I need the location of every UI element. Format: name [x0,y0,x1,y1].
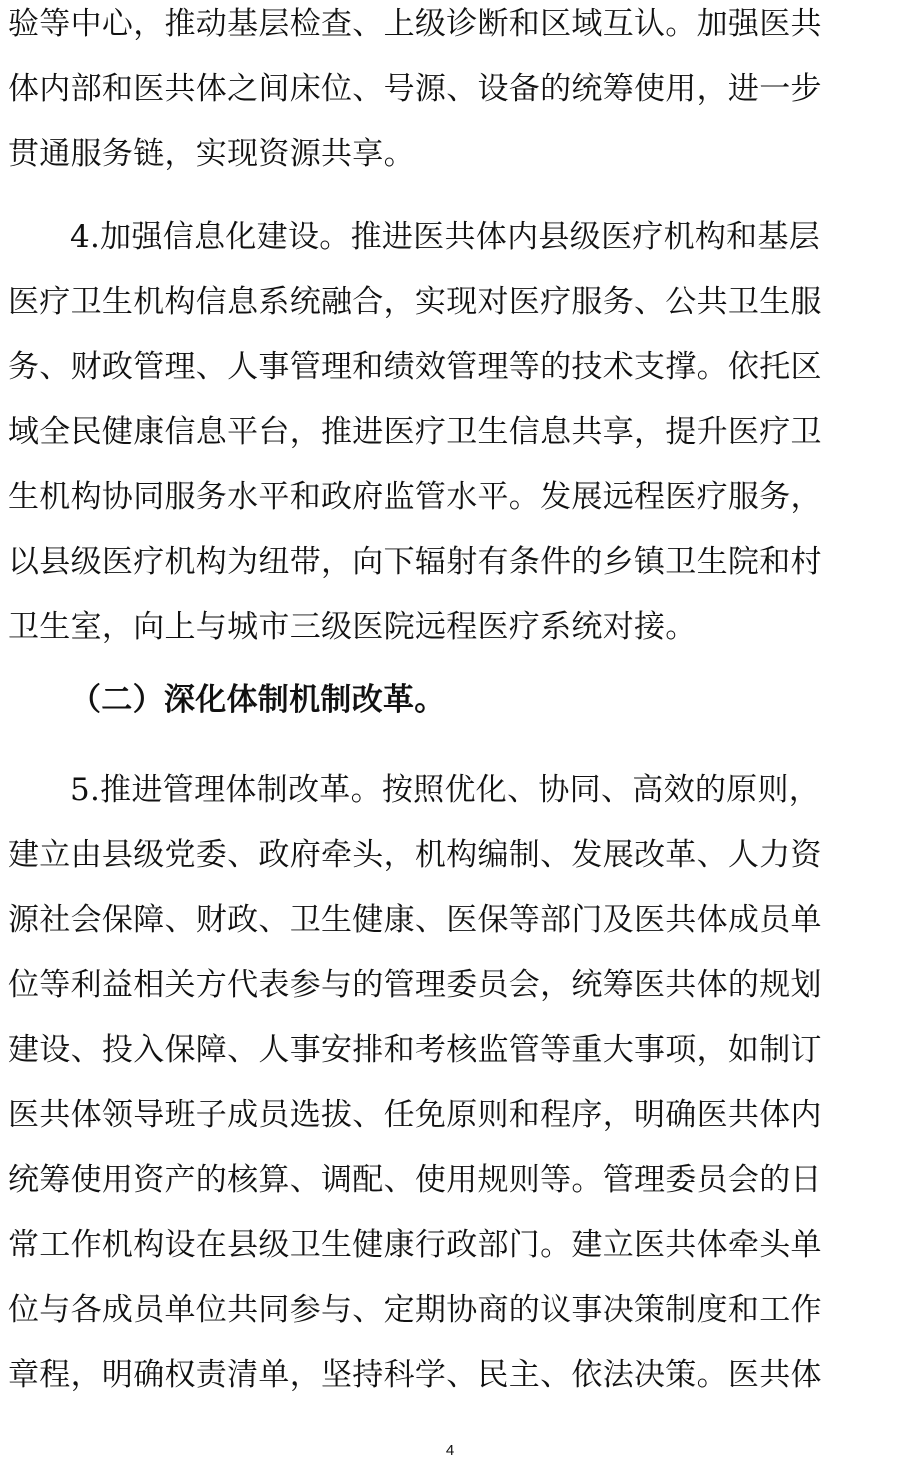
text-line: 统筹使用资产的核算、调配、使用规则等。管理委员会的日 [8,1162,822,1198]
text-line: 章程，明确权责清单，坚持科学、民主、依法决策。医共体 [8,1357,822,1393]
text-line: 验等中心，推动基层检查、上级诊断和区域互认。加强医共 [8,6,822,42]
text-line: 4.加强信息化建设。推进医共体内县级医疗机构和基层 [70,219,821,255]
text-line: 生机构协同服务水平和政府监管水平。发展远程医疗服务， [8,479,822,515]
text-line: 位与各成员单位共同参与、定期协商的议事决策制度和工作 [8,1292,822,1328]
text-line: 源社会保障、财政、卫生健康、医保等部门及医共体成员单 [8,902,822,938]
text-line: 体内部和医共体之间床位、号源、设备的统筹使用，进一步 [8,71,822,107]
text-line: 卫生室，向上与城市三级医院远程医疗系统对接。 [8,609,697,645]
text-line: 常工作机构设在县级卫生健康行政部门。建立医共体牵头单 [8,1227,822,1263]
text-line: 医共体领导班子成员选拔、任免原则和程序，明确医共体内 [8,1097,822,1133]
text-line: 以县级医疗机构为纽带，向下辐射有条件的乡镇卫生院和村 [8,544,822,580]
section-heading-block [8,668,446,733]
paragraph-2 [8,205,822,660]
text-line: 建立由县级党委、政府牵头，机构编制、发展改革、人力资 [8,837,822,873]
text-line: 医疗卫生机构信息系统融合，实现对医疗服务、公共卫生服 [8,284,822,320]
text-line: 位等利益相关方代表参与的管理委员会，统筹医共体的规划 [8,967,822,1003]
text-line: 贯通服务链，实现资源共享。 [8,136,415,172]
paragraph-3 [8,758,822,1408]
section-heading: （二）深化体制机制改革。 [70,682,446,718]
text-line: 建设、投入保障、人事安排和考核监管等重大事项，如制订 [8,1032,822,1068]
text-line: 务、财政管理、人事管理和绩效管理等的技术支撑。依托区 [8,349,822,385]
paragraph-1 [8,0,822,187]
text-line: 域全民健康信息平台，推进医疗卫生信息共享，提升医疗卫 [8,414,822,450]
text-line: 5.推进管理体制改革。按照优化、协同、高效的原则， [70,772,821,808]
page-number: 4 [445,1442,455,1459]
